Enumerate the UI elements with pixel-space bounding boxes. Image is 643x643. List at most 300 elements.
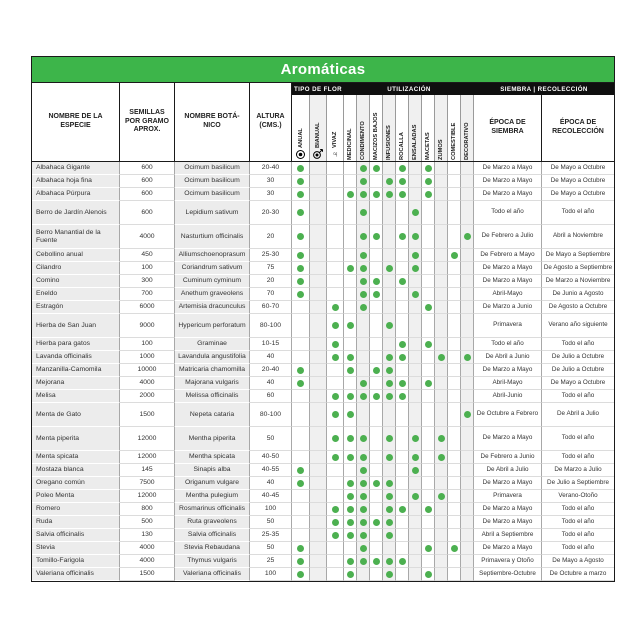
harvest-season: Todo el año (542, 516, 614, 529)
usage-cell (448, 188, 461, 201)
harvest-season: Abril a Noviembre (542, 225, 614, 249)
flower-type-cell (292, 275, 310, 288)
usage-cell (396, 201, 409, 225)
seeds-per-gram: 12000 (120, 451, 175, 464)
flower-type-cell (310, 568, 327, 581)
harvest-season: De Agosto a Septiembre (542, 262, 614, 275)
table-row (32, 175, 614, 188)
usage-cell (461, 464, 474, 477)
green-dot (297, 265, 304, 272)
usage-cell (344, 262, 357, 275)
usage-cell (344, 377, 357, 390)
usage-cell (448, 314, 461, 338)
usage-cell (344, 464, 357, 477)
usage-cell (370, 162, 383, 175)
usage-cell (383, 529, 396, 542)
height-cms: 20-40 (250, 162, 292, 175)
green-dot (347, 191, 354, 198)
page-title: Aromáticas (32, 57, 614, 82)
usage-group (344, 83, 474, 161)
green-dot (386, 493, 393, 500)
usage-cell (422, 275, 435, 288)
usage-cell (383, 262, 396, 275)
usage-cell (383, 568, 396, 581)
flower-type-cell (292, 490, 310, 503)
usage-cell (448, 288, 461, 301)
usage-cell (448, 403, 461, 427)
height-cms: 25 (250, 555, 292, 568)
perennial-flower-icon: ♃ (331, 148, 339, 159)
flower-type-cell (292, 516, 310, 529)
usage-cell (383, 288, 396, 301)
flower-type-cell (292, 364, 310, 377)
green-dot (425, 178, 432, 185)
green-dot (451, 545, 458, 552)
usage-cell (461, 427, 474, 451)
green-dot (297, 278, 304, 285)
sowing-season: De Febrero a Mayo (474, 249, 542, 262)
species-name: Romero (32, 503, 120, 516)
table-body (32, 162, 614, 581)
flower-type-cell (310, 542, 327, 555)
usage-cell (383, 503, 396, 516)
usage-cell (435, 390, 448, 403)
seeds-per-gram: 600 (120, 201, 175, 225)
table-row (32, 477, 614, 490)
sowing-season: De Marzo a Mayo (474, 503, 542, 516)
height-cms: 30 (250, 175, 292, 188)
usage-cell (357, 288, 370, 301)
flower-type-cell (310, 403, 327, 427)
green-dot (373, 278, 380, 285)
col-header-harvest: ÉPOCA DE RECOLECCIÓN (552, 119, 604, 135)
green-dot (332, 435, 339, 442)
usage-cell (461, 225, 474, 249)
flower-type-cell (327, 490, 344, 503)
harvest-season: De Mayo a Octubre (542, 188, 614, 201)
col-header-use: MACIZOS BAJOS (370, 95, 383, 161)
usage-cell (357, 464, 370, 477)
usage-cell (383, 390, 396, 403)
flower-type-cell (327, 377, 344, 390)
usage-cell (370, 555, 383, 568)
species-name: Eneldo (32, 288, 120, 301)
table-row (32, 503, 614, 516)
species-name: Lavanda officinalis (32, 351, 120, 364)
col-header-sowing: ÉPOCA DE SIEMBRA (474, 95, 542, 161)
usage-cell (344, 477, 357, 490)
table-row (32, 403, 614, 427)
usage-cell (344, 555, 357, 568)
usage-cell (370, 262, 383, 275)
usage-cell (357, 568, 370, 581)
flower-type-cell (310, 490, 327, 503)
usage-cell (396, 555, 409, 568)
flower-type-cell (327, 175, 344, 188)
usage-cell (396, 188, 409, 201)
green-dot (347, 354, 354, 361)
usage-cell (409, 314, 422, 338)
green-dot (399, 278, 406, 285)
green-dot (386, 519, 393, 526)
species-name: Valeriana officinalis (32, 568, 120, 581)
flower-type-group-bar: TIPO DE FLOR (292, 83, 344, 95)
green-dot (297, 367, 304, 374)
green-dot (386, 571, 393, 578)
flower-type-cell (292, 427, 310, 451)
usage-cell (409, 301, 422, 314)
usage-cell (383, 364, 396, 377)
usage-cell (422, 542, 435, 555)
usage-cell (344, 314, 357, 338)
botanical-name: Artemisia dracunculus (175, 301, 250, 314)
height-cms: 50 (250, 427, 292, 451)
harvest-season: Todo el año (542, 390, 614, 403)
green-dot (347, 480, 354, 487)
usage-cell (461, 390, 474, 403)
flower-type-cell (292, 568, 310, 581)
botanical-name: Origanum vulgare (175, 477, 250, 490)
usage-cell (422, 477, 435, 490)
botanical-name: Ocimum basilicum (175, 175, 250, 188)
usage-cell (422, 377, 435, 390)
green-dot (386, 367, 393, 374)
usage-cell (422, 175, 435, 188)
usage-cell (396, 338, 409, 351)
green-dot (297, 558, 304, 565)
usage-cell (370, 188, 383, 201)
green-dot (386, 454, 393, 461)
usage-cell (461, 490, 474, 503)
usage-cell (383, 351, 396, 364)
usage-cell (422, 403, 435, 427)
green-dot (297, 467, 304, 474)
usage-cell (461, 516, 474, 529)
usage-cell (409, 477, 422, 490)
green-dot (425, 380, 432, 387)
usage-cell (383, 175, 396, 188)
usage-cell (357, 403, 370, 427)
usage-cell (370, 451, 383, 464)
height-cms: 20 (250, 225, 292, 249)
green-dot (332, 393, 339, 400)
green-dot (360, 393, 367, 400)
seeds-per-gram: 12000 (120, 427, 175, 451)
usage-cell (435, 351, 448, 364)
usage-cell (422, 490, 435, 503)
usage-cell (344, 516, 357, 529)
usage-cell (422, 188, 435, 201)
green-dot (386, 532, 393, 539)
usage-cell (409, 364, 422, 377)
annual-flower-icon (295, 148, 306, 160)
flower-type-cell (292, 503, 310, 516)
botanical-name: Melissa officinalis (175, 390, 250, 403)
species-name: Albahaca Púrpura (32, 188, 120, 201)
seeds-per-gram: 500 (120, 516, 175, 529)
sowing-season: De Marzo a Mayo (474, 542, 542, 555)
usage-cell (409, 464, 422, 477)
flower-type-cell (327, 555, 344, 568)
usage-cell (422, 225, 435, 249)
sowing-season: De Marzo a Mayo (474, 175, 542, 188)
flower-type-cell (292, 351, 310, 364)
usage-cell (448, 262, 461, 275)
green-dot (360, 265, 367, 272)
flower-type-cell (310, 451, 327, 464)
green-dot (332, 341, 339, 348)
height-cms: 20-40 (250, 364, 292, 377)
usage-cell (370, 427, 383, 451)
table-header (32, 82, 614, 162)
usage-cell (448, 555, 461, 568)
usage-cell (357, 364, 370, 377)
green-dot (399, 341, 406, 348)
usage-cell (344, 301, 357, 314)
green-dot (360, 506, 367, 513)
usage-cell (396, 403, 409, 427)
table-row (32, 390, 614, 403)
seeds-per-gram: 1000 (120, 351, 175, 364)
species-name: Mejorana (32, 377, 120, 390)
flower-type-cell (292, 529, 310, 542)
sowing-season: De Marzo a Mayo (474, 262, 542, 275)
seeds-per-gram: 2000 (120, 390, 175, 403)
harvest-season: De Marzo a Noviembre (542, 275, 614, 288)
height-cms: 50 (250, 516, 292, 529)
usage-cell (396, 249, 409, 262)
table-row (32, 351, 614, 364)
green-dot (332, 454, 339, 461)
green-dot (386, 480, 393, 487)
flower-type-cell (327, 288, 344, 301)
sowing-season: De Marzo a Mayo (474, 477, 542, 490)
green-dot (297, 191, 304, 198)
flower-type-cell (310, 201, 327, 225)
usage-cell (383, 477, 396, 490)
harvest-season: Todo el año (542, 542, 614, 555)
flower-type-cell (310, 516, 327, 529)
usage-cell (409, 175, 422, 188)
usage-cell (422, 314, 435, 338)
table-row (32, 288, 614, 301)
botanical-name: Ocimum basilicum (175, 188, 250, 201)
green-dot (360, 435, 367, 442)
species-name: Estragón (32, 301, 120, 314)
green-dot (412, 291, 419, 298)
usage-cell (461, 555, 474, 568)
flower-type-cell (310, 555, 327, 568)
usage-cell (370, 377, 383, 390)
green-dot (297, 571, 304, 578)
green-dot (332, 411, 339, 418)
height-cms: 25-30 (250, 249, 292, 262)
green-dot (399, 380, 406, 387)
flower-type-cell (292, 175, 310, 188)
flower-type-cell (292, 188, 310, 201)
usage-cell (409, 338, 422, 351)
green-dot (373, 165, 380, 172)
usage-cell (409, 529, 422, 542)
species-name: Hierba para gatos (32, 338, 120, 351)
botanical-name: Stevia Rebaudana (175, 542, 250, 555)
usage-cell (409, 351, 422, 364)
usage-cell (357, 503, 370, 516)
usage-cell (461, 162, 474, 175)
usage-cell (344, 503, 357, 516)
harvest-season: De Junio a Agosto (542, 288, 614, 301)
harvest-season: De Mayo a Octubre (542, 175, 614, 188)
flower-type-cell (310, 338, 327, 351)
table-row (32, 364, 614, 377)
usage-cell (370, 464, 383, 477)
usage-cell (448, 364, 461, 377)
usage-cell (409, 555, 422, 568)
green-dot (425, 165, 432, 172)
usage-cell (357, 555, 370, 568)
green-dot (425, 545, 432, 552)
species-name: Cebollino anual (32, 249, 120, 262)
green-dot (360, 209, 367, 216)
flower-type-cell (310, 162, 327, 175)
usage-cell (396, 301, 409, 314)
usage-cell (422, 390, 435, 403)
seeds-per-gram: 1500 (120, 403, 175, 427)
usage-cell (383, 516, 396, 529)
species-name: Albahaca Gigante (32, 162, 120, 175)
green-dot (347, 558, 354, 565)
height-cms: 60 (250, 390, 292, 403)
col-header-use: MEDICINAL (344, 95, 357, 161)
sowing-season: De Marzo a Mayo (474, 188, 542, 201)
green-dot (373, 367, 380, 374)
green-dot (412, 209, 419, 216)
usage-cell (435, 364, 448, 377)
usage-cell (396, 275, 409, 288)
usage-cell (422, 503, 435, 516)
usage-cell (344, 351, 357, 364)
usage-cell (448, 427, 461, 451)
usage-cell (409, 249, 422, 262)
sowing-season: De Marzo a Mayo (474, 364, 542, 377)
green-dot (386, 435, 393, 442)
usage-cell (383, 188, 396, 201)
usage-cell (422, 162, 435, 175)
usage-cell (409, 201, 422, 225)
green-dot (347, 519, 354, 526)
col-header-anual: ANUAL (292, 95, 310, 161)
flower-type-cell (292, 403, 310, 427)
sowing-season: Abril a Septiembre (474, 529, 542, 542)
harvest-season: Todo el año (542, 201, 614, 225)
species-name: Salvia officinalis (32, 529, 120, 542)
table-row (32, 262, 614, 275)
usage-cell (344, 338, 357, 351)
flower-type-cell (327, 275, 344, 288)
usage-cell (357, 427, 370, 451)
usage-cell (435, 516, 448, 529)
green-dot (425, 341, 432, 348)
seeds-per-gram: 600 (120, 188, 175, 201)
green-dot (438, 493, 445, 500)
usage-cell (461, 338, 474, 351)
green-dot (399, 165, 406, 172)
sowing-season: Primavera (474, 490, 542, 503)
usage-cell (396, 262, 409, 275)
sowing-season: Abril-Mayo (474, 288, 542, 301)
usage-cell (461, 542, 474, 555)
flower-type-cell (310, 377, 327, 390)
green-dot (360, 278, 367, 285)
flower-type-cell (292, 288, 310, 301)
green-dot (399, 178, 406, 185)
usage-cell (435, 188, 448, 201)
usage-cell (370, 288, 383, 301)
flower-type-cell (310, 275, 327, 288)
green-dot (425, 304, 432, 311)
sowing-season: Todo el año (474, 338, 542, 351)
seeds-per-gram: 6000 (120, 301, 175, 314)
botanical-name: Nasturtium officinalis (175, 225, 250, 249)
table-row (32, 338, 614, 351)
botanical-name: Sinapis alba (175, 464, 250, 477)
usage-cell (396, 464, 409, 477)
table-row (32, 201, 614, 225)
usage-cell (409, 403, 422, 427)
usage-cell (344, 188, 357, 201)
usage-cell (383, 490, 396, 503)
usage-cell (409, 225, 422, 249)
flower-type-cell (327, 201, 344, 225)
sowing-season: Primavera (474, 314, 542, 338)
height-cms: 40 (250, 377, 292, 390)
green-dot (360, 480, 367, 487)
flower-type-cell (327, 162, 344, 175)
usage-cell (383, 338, 396, 351)
usage-cell (435, 529, 448, 542)
flower-type-cell (292, 477, 310, 490)
usage-cell (370, 175, 383, 188)
usage-cell (435, 338, 448, 351)
green-dot (347, 411, 354, 418)
botanical-name: Salvia officinalis (175, 529, 250, 542)
usage-cell (422, 262, 435, 275)
green-dot (464, 233, 471, 240)
usage-cell (448, 162, 461, 175)
biennial-flower-icon (312, 148, 324, 160)
flower-type-cell (310, 364, 327, 377)
usage-cell (409, 275, 422, 288)
usage-cell (396, 568, 409, 581)
usage-cell (396, 529, 409, 542)
flower-type-cell (292, 225, 310, 249)
usage-cell (370, 364, 383, 377)
harvest-season: Todo el año (542, 451, 614, 464)
usage-cell (435, 301, 448, 314)
green-dot (297, 252, 304, 259)
harvest-season: De Abril a Julio (542, 403, 614, 427)
green-dot (399, 233, 406, 240)
green-dot (373, 233, 380, 240)
height-cms: 100 (250, 503, 292, 516)
green-dot (297, 233, 304, 240)
col-header-use: COMESTIBLE (448, 95, 461, 161)
flower-type-cell (292, 301, 310, 314)
usage-cell (448, 529, 461, 542)
green-dot (386, 178, 393, 185)
height-cms: 80-100 (250, 403, 292, 427)
usage-cell (409, 451, 422, 464)
